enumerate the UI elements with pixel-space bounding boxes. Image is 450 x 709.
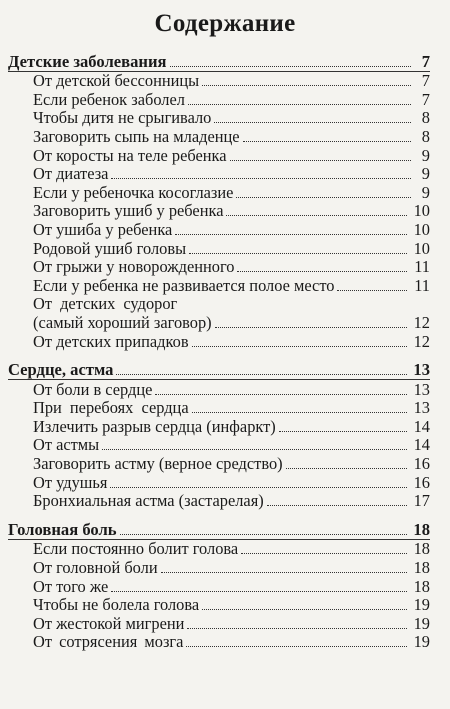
dot-leader: [215, 327, 407, 328]
dot-leader: [187, 628, 407, 629]
toc-entry[interactable]: [8, 540, 430, 559]
entry-label: От детских припадков: [33, 331, 189, 351]
page-number: 12: [413, 312, 430, 332]
toc-entry[interactable]: [8, 558, 430, 577]
entry-label: От жестокой мигрени: [33, 613, 185, 633]
toc-entry[interactable]: [8, 454, 430, 473]
toc-entry[interactable]: [8, 436, 430, 455]
dot-leader: [188, 104, 411, 105]
toc-entry[interactable]: [8, 258, 430, 277]
dot-leader: [230, 160, 411, 161]
dot-leader: [286, 468, 407, 469]
toc-entry-continued[interactable]: [8, 313, 430, 332]
entry-label: От диатеза: [33, 164, 109, 184]
page-number: 8: [421, 108, 430, 128]
entry-label: Чтобы не болела голова: [33, 595, 200, 615]
dot-leader: [202, 85, 411, 86]
section-heading-label: Сердце, астма: [8, 360, 114, 380]
page-number: 8: [421, 126, 430, 146]
section-heading[interactable]: [8, 520, 430, 539]
page-number: 18: [413, 558, 430, 578]
dot-leader: [189, 253, 407, 254]
toc-entry[interactable]: [8, 146, 430, 165]
entry-label: От астмы: [33, 435, 100, 455]
page-number: 18: [413, 539, 430, 559]
toc-entry[interactable]: [8, 239, 430, 258]
page-number: 10: [413, 219, 430, 239]
page-number: 10: [413, 201, 430, 221]
page-number: 13: [413, 398, 430, 418]
dot-leader: [116, 374, 407, 375]
entry-label: Заговорить астму (верное средство): [33, 454, 283, 474]
entry-label: От боли в сердце: [33, 379, 153, 399]
entry-label-continued: (самый хороший заговор): [33, 312, 212, 332]
toc-entry[interactable]: [8, 220, 430, 239]
entry-label: Если у ребенка не развивается полое место: [33, 275, 335, 295]
toc-entry[interactable]: [8, 165, 430, 184]
page-number: 10: [413, 238, 430, 258]
page-number: 16: [413, 472, 430, 492]
toc-entry[interactable]: [8, 614, 430, 633]
toc-entry[interactable]: [8, 295, 430, 314]
dot-leader: [243, 141, 411, 142]
entry-label: От удушья: [33, 472, 108, 492]
toc-section-headache: [8, 520, 430, 651]
dot-leader: [111, 591, 407, 592]
section-heading[interactable]: [8, 52, 430, 71]
toc-section-children: [8, 52, 430, 351]
dot-leader: [237, 271, 407, 272]
entry-label: Чтобы дитя не срыгивало: [33, 108, 212, 128]
dot-leader: [102, 449, 407, 450]
page-title: Содержание: [154, 10, 296, 37]
entry-label: При перебоях сердца: [33, 398, 189, 418]
page-number: 13: [413, 379, 430, 399]
dot-leader: [267, 505, 407, 506]
table-of-contents: [8, 52, 430, 661]
entry-label: От коросты на теле ребенка: [33, 145, 227, 165]
page-number: 7: [421, 71, 430, 91]
entry-label: От сотрясения мозга: [33, 632, 184, 652]
entry-label: Излечить разрыв сердца (инфаркт): [33, 416, 276, 436]
dot-leader: [186, 646, 407, 647]
page-number: 12: [413, 331, 430, 351]
toc-entry[interactable]: [8, 417, 430, 436]
entry-label: Заговорить ушиб у ребенка: [33, 201, 224, 221]
page-number: 18: [413, 519, 430, 539]
page-number: 9: [421, 145, 430, 165]
toc-entry[interactable]: [8, 473, 430, 492]
page-number: 17: [413, 491, 430, 511]
entry-label: От детских судорог: [33, 294, 178, 314]
toc-entry[interactable]: [8, 72, 430, 91]
dot-leader: [110, 487, 407, 488]
page-number: 19: [413, 632, 430, 652]
entry-label: От грыжи у новорожденного: [33, 257, 235, 277]
entry-label: От детской бессонницы: [33, 71, 200, 91]
toc-entry[interactable]: [8, 90, 430, 109]
dot-leader: [279, 431, 407, 432]
entry-label: Бронхиальная астма (застарелая): [33, 491, 264, 511]
page-number: 14: [413, 435, 430, 455]
page-number: 13: [413, 360, 430, 380]
toc-entry[interactable]: [8, 633, 430, 652]
toc-entry[interactable]: [8, 202, 430, 221]
page-number: 18: [413, 576, 430, 596]
toc-entry[interactable]: [8, 276, 430, 295]
toc-entry[interactable]: [8, 183, 430, 202]
entry-label: От головной боли: [33, 558, 158, 578]
page-number: 11: [414, 275, 430, 295]
entry-label: Если у ребеночка косоглазие: [33, 182, 234, 202]
dot-leader: [202, 609, 407, 610]
toc-entry[interactable]: [8, 577, 430, 596]
toc-entry[interactable]: [8, 492, 430, 511]
dot-leader: [337, 290, 407, 291]
page-number: 19: [413, 595, 430, 615]
section-heading-label: Детские заболевания: [8, 51, 167, 71]
toc-entry[interactable]: [8, 127, 430, 146]
page-number: 7: [421, 51, 430, 71]
dot-leader: [161, 572, 407, 573]
entry-label: Заговорить сыпь на младенце: [33, 126, 240, 146]
entry-label: Если ребенок заболел: [33, 89, 185, 109]
dot-leader: [214, 122, 411, 123]
page-number: 11: [414, 257, 430, 277]
toc-section-heart-asthma: [8, 361, 430, 511]
page-number: 19: [413, 613, 430, 633]
page-number: 16: [413, 454, 430, 474]
page-number: 14: [413, 416, 430, 436]
toc-entry[interactable]: [8, 399, 430, 418]
section-heading[interactable]: [8, 361, 430, 380]
dot-leader: [241, 553, 407, 554]
dot-leader: [155, 394, 407, 395]
dot-leader: [226, 215, 407, 216]
entry-label: От того же: [33, 576, 109, 596]
page-number: 9: [421, 164, 430, 184]
dot-leader: [170, 66, 412, 67]
page-number: 9: [421, 182, 430, 202]
entry-label: От ушиба у ребенка: [33, 219, 173, 239]
entry-label: Родовой ушиб головы: [33, 238, 187, 258]
dot-leader: [192, 412, 407, 413]
toc-entry[interactable]: [8, 109, 430, 128]
toc-entry[interactable]: [8, 380, 430, 399]
dot-leader: [192, 346, 407, 347]
toc-entry[interactable]: [8, 332, 430, 351]
section-heading-label: Головная боль: [8, 519, 117, 539]
dot-leader: [120, 534, 407, 535]
toc-entry[interactable]: [8, 596, 430, 615]
page-number: 7: [421, 89, 430, 109]
dot-leader: [175, 234, 407, 235]
dot-leader: [236, 197, 411, 198]
entry-label: Если постоянно болит голова: [33, 539, 239, 559]
dot-leader: [111, 178, 411, 179]
